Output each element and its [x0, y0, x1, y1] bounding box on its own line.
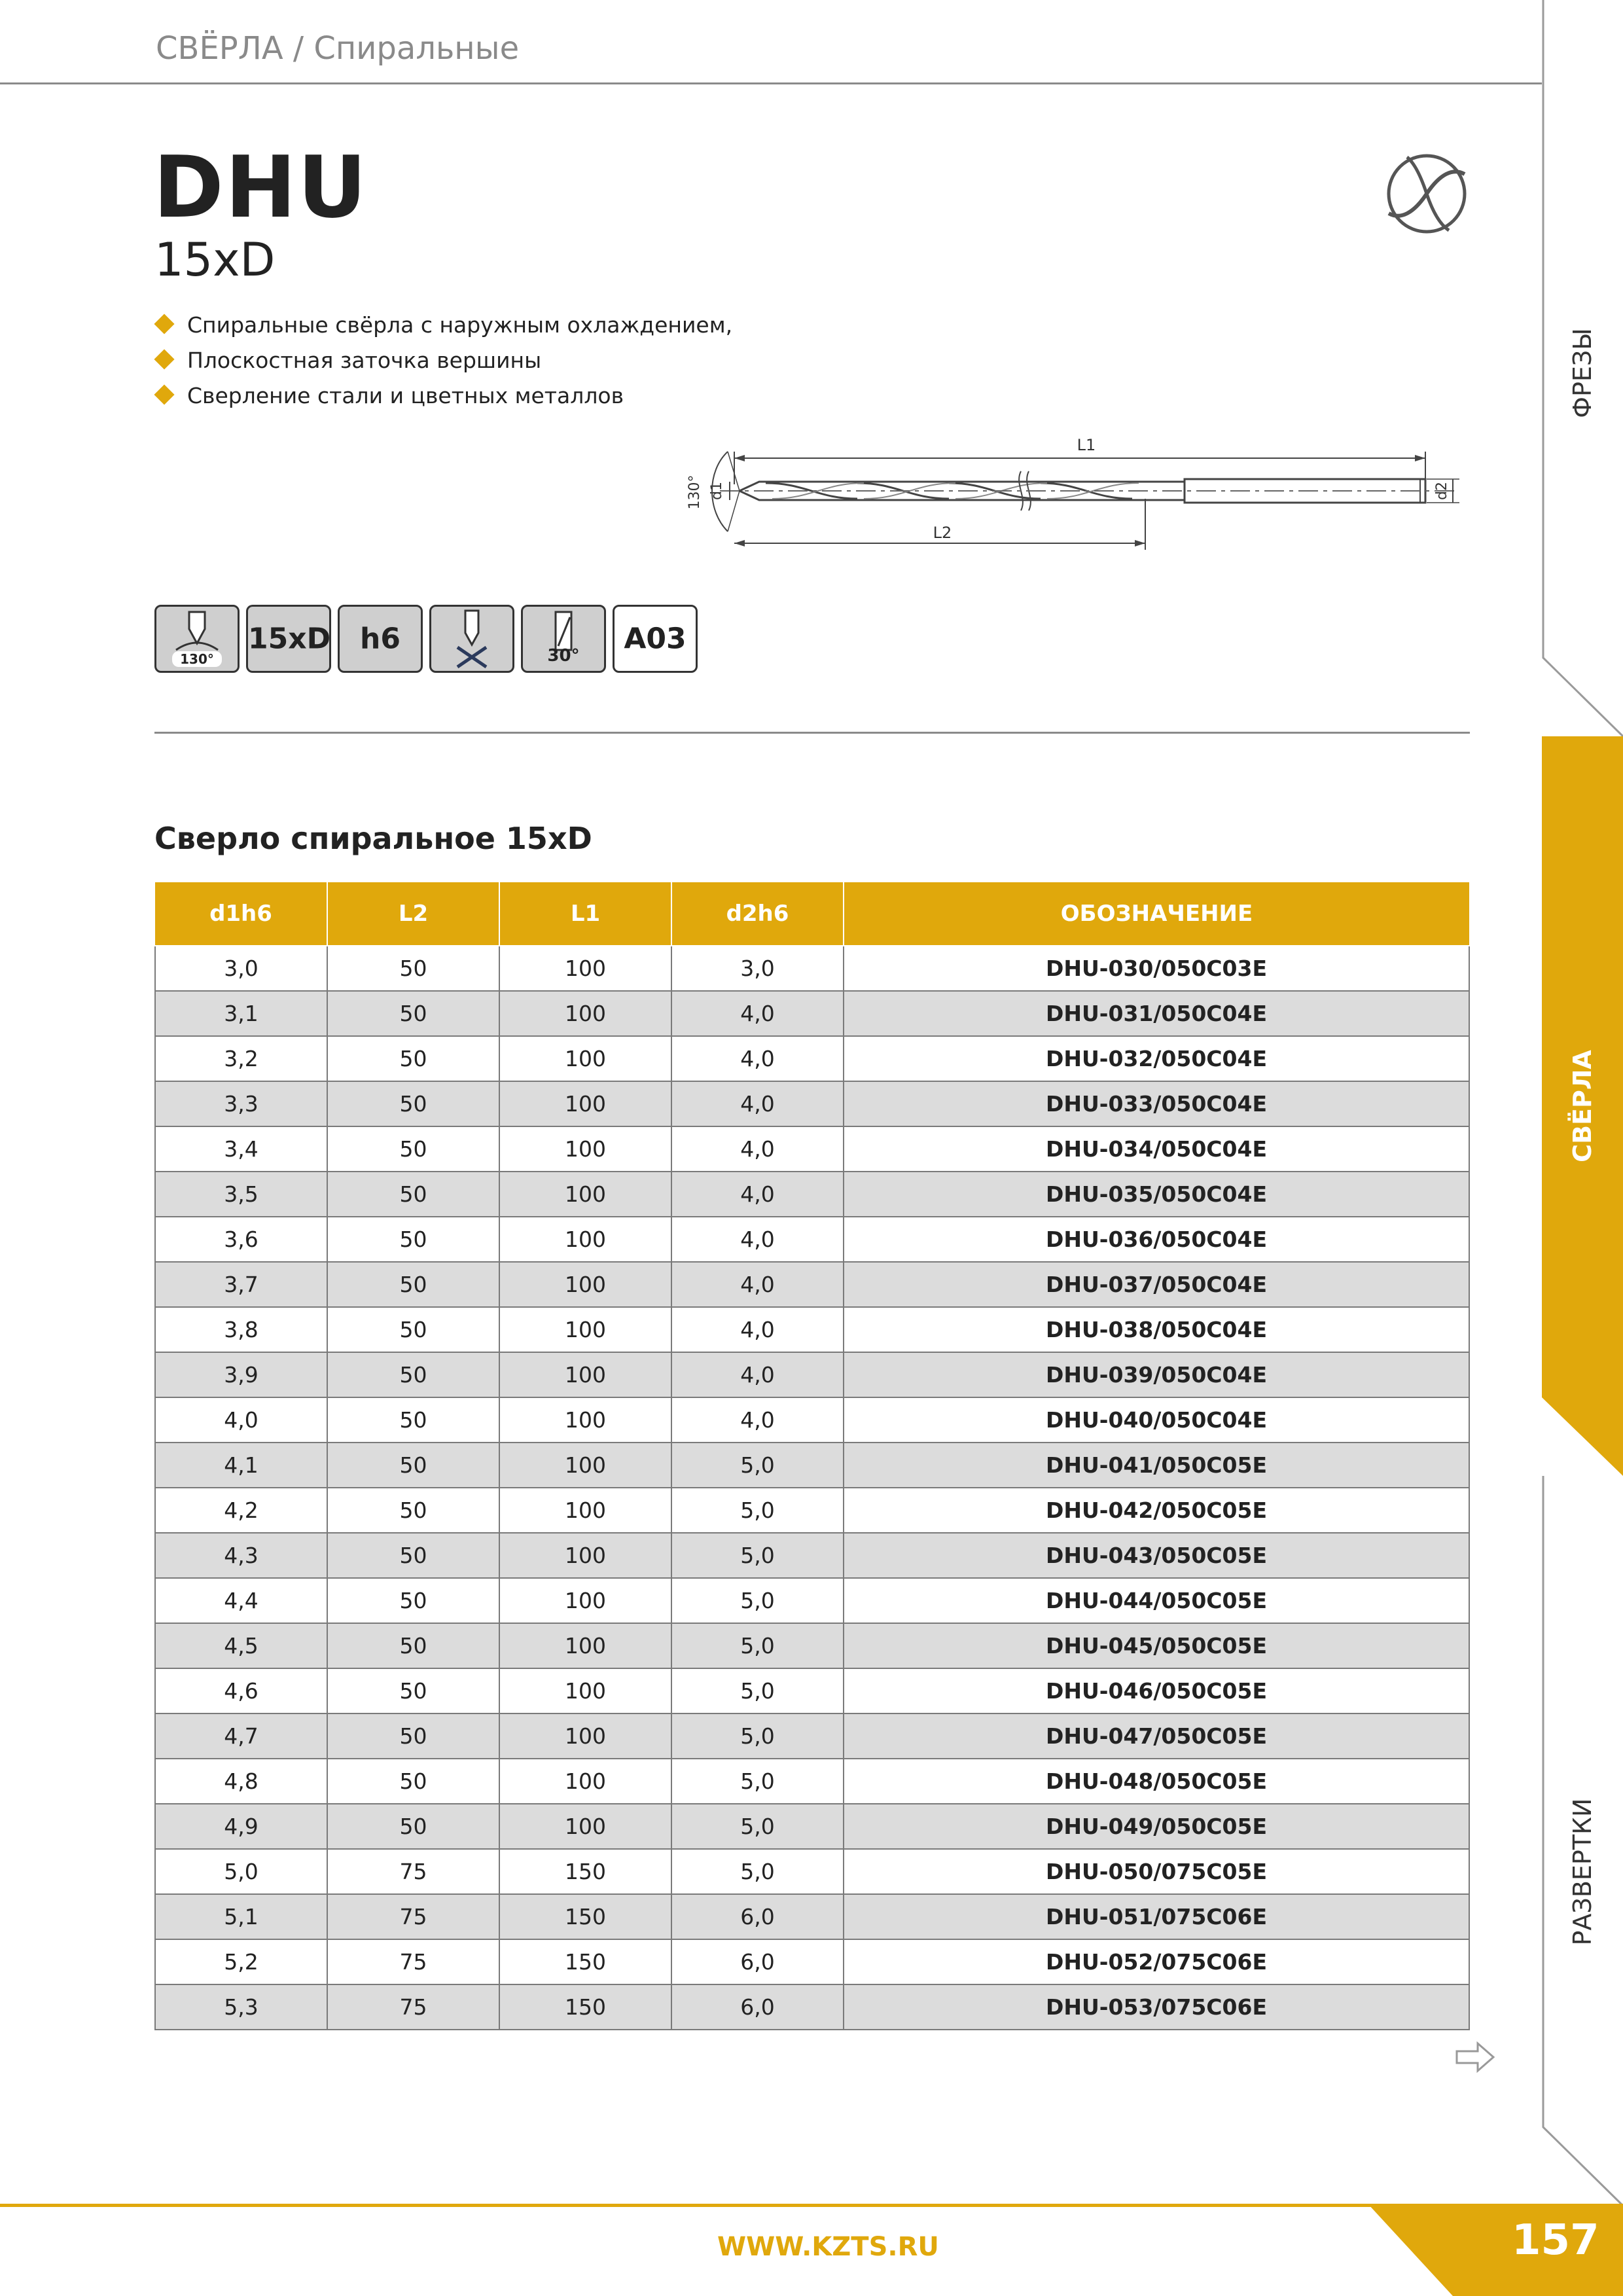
table-cell: 50	[327, 1443, 499, 1488]
table-cell: 50	[327, 1262, 499, 1307]
table-row	[155, 1804, 1469, 1849]
table-cell: 100	[499, 1036, 671, 1081]
table-cell: 50	[327, 1217, 499, 1262]
table-cell: 4,7	[155, 1713, 327, 1759]
table-cell: 100	[499, 1352, 671, 1397]
table-header-row	[155, 882, 1469, 946]
feature-item: Спиральные свёрла с наружным охлаждением,	[154, 308, 732, 343]
table-row	[155, 1352, 1469, 1397]
table-row	[155, 1668, 1469, 1713]
table-cell: 150	[499, 1939, 671, 1984]
designation-cell: DHU-039/050C04E	[844, 1352, 1469, 1397]
table-row	[155, 1262, 1469, 1307]
table-cell: 5,3	[155, 1984, 327, 2030]
table-cell: 4,5	[155, 1623, 327, 1668]
bullet-diamond-icon	[154, 314, 174, 334]
table-cell: 4,0	[671, 1262, 844, 1307]
table-cell: 4,0	[671, 1081, 844, 1126]
table-cell: 50	[327, 1307, 499, 1352]
bullet-diamond-icon	[154, 384, 174, 404]
table-cell: 5,0	[671, 1533, 844, 1578]
side-tab-label: СВЁРЛА	[1568, 1050, 1597, 1162]
table-row	[155, 1172, 1469, 1217]
table-row	[155, 1397, 1469, 1443]
table-cell: 100	[499, 1443, 671, 1488]
designation-cell: DHU-047/050C05E	[844, 1713, 1469, 1759]
table-cell: 100	[499, 1759, 671, 1804]
badge-tolerance: h6	[338, 605, 423, 673]
table-cell: 75	[327, 1849, 499, 1894]
table-cell: 4,4	[155, 1578, 327, 1623]
table-cell: 100	[499, 1081, 671, 1126]
table-cell: 100	[499, 1533, 671, 1578]
table-cell: 150	[499, 1984, 671, 2030]
table-cell: 50	[327, 1804, 499, 1849]
table-cell: 5,0	[671, 1759, 844, 1804]
table-row	[155, 1081, 1469, 1126]
table-cell: 3,2	[155, 1036, 327, 1081]
table-cell: 100	[499, 1307, 671, 1352]
table-cell: 4,0	[671, 1307, 844, 1352]
designation-cell: DHU-032/050C04E	[844, 1036, 1469, 1081]
designation-cell: DHU-046/050C05E	[844, 1668, 1469, 1713]
designation-cell: DHU-041/050C05E	[844, 1443, 1469, 1488]
table-cell: 3,4	[155, 1126, 327, 1172]
table-cell: 50	[327, 1759, 499, 1804]
table-cell: 3,9	[155, 1352, 327, 1397]
table-cell: 4,0	[155, 1397, 327, 1443]
dim-l2-label: L2	[933, 524, 952, 542]
designation-cell: DHU-035/050C04E	[844, 1172, 1469, 1217]
table-cell: 100	[499, 1397, 671, 1443]
designation-cell: DHU-033/050C04E	[844, 1081, 1469, 1126]
side-tab-reamers[interactable]	[1542, 1741, 1623, 2003]
table-cell: 50	[327, 1488, 499, 1533]
table-cell: 5,0	[671, 1488, 844, 1533]
badge-length-ratio: 15xD	[246, 605, 331, 673]
table-title: Сверло спиральное 15xD	[154, 821, 592, 856]
table-cell: 50	[327, 1623, 499, 1668]
table-row	[155, 1126, 1469, 1172]
drill-cross-section-icon	[1381, 148, 1472, 240]
designation-cell: DHU-051/075C06E	[844, 1894, 1469, 1939]
table-cell: 100	[499, 1126, 671, 1172]
badge-coolant	[429, 605, 514, 673]
page-number: 157	[1512, 2216, 1599, 2265]
table-cell: 5,2	[155, 1939, 327, 1984]
table-cell: 3,5	[155, 1172, 327, 1217]
table-cell: 50	[327, 1397, 499, 1443]
table-cell: 75	[327, 1894, 499, 1939]
table-row	[155, 1443, 1469, 1488]
side-tab-label: ФРЕЗЫ	[1568, 328, 1597, 418]
table-cell: 4,9	[155, 1804, 327, 1849]
external-coolant-icon	[431, 607, 512, 671]
dim-d1-label: d1	[709, 482, 725, 500]
table-cell: 50	[327, 991, 499, 1036]
table-cell: 100	[499, 946, 671, 991]
header-divider	[0, 82, 1542, 84]
table-cell: 5,0	[671, 1804, 844, 1849]
product-title: DHU	[153, 137, 368, 237]
table-cell: 4,3	[155, 1533, 327, 1578]
table-cell: 5,0	[155, 1849, 327, 1894]
table-cell: 100	[499, 1804, 671, 1849]
designation-cell: DHU-048/050C05E	[844, 1759, 1469, 1804]
table-cell: 5,0	[671, 1668, 844, 1713]
badge-helix-angle: 30°	[521, 605, 606, 673]
table-cell: 100	[499, 1623, 671, 1668]
table-cell: 50	[327, 1081, 499, 1126]
table-cell: 50	[327, 1036, 499, 1081]
table-cell: 4,2	[155, 1488, 327, 1533]
table-cell: 4,6	[155, 1668, 327, 1713]
table-cell: 50	[327, 1126, 499, 1172]
side-tab-label: РАЗВЕРТКИ	[1568, 1798, 1597, 1946]
table-cell: 3,1	[155, 991, 327, 1036]
bullet-diamond-icon	[154, 349, 174, 369]
table-cell: 75	[327, 1939, 499, 1984]
table-cell: 3,8	[155, 1307, 327, 1352]
designation-cell: DHU-044/050C05E	[844, 1578, 1469, 1623]
designation-cell: DHU-034/050C04E	[844, 1126, 1469, 1172]
table-cell: 3,3	[155, 1081, 327, 1126]
table-cell: 3,7	[155, 1262, 327, 1307]
table-cell: 4,1	[155, 1443, 327, 1488]
table-row	[155, 1939, 1469, 1984]
section-divider	[154, 732, 1470, 734]
table-cell: 5,0	[671, 1578, 844, 1623]
table-row	[155, 1036, 1469, 1081]
table-cell: 6,0	[671, 1984, 844, 2030]
table-cell: 5,1	[155, 1894, 327, 1939]
table-cell: 4,0	[671, 1397, 844, 1443]
table-cell: 3,6	[155, 1217, 327, 1262]
feature-item: Сверление стали и цветных металлов	[154, 378, 732, 414]
table-cell: 3,0	[155, 946, 327, 991]
designation-cell: DHU-037/050C04E	[844, 1262, 1469, 1307]
table-cell: 4,0	[671, 1217, 844, 1262]
table-row	[155, 1533, 1469, 1578]
designation-cell: DHU-030/050C03E	[844, 946, 1469, 991]
dim-l1-label: L1	[1077, 436, 1096, 454]
table-row	[155, 1984, 1469, 2030]
designation-cell: DHU-036/050C04E	[844, 1217, 1469, 1262]
table-cell: 5,0	[671, 1849, 844, 1894]
table-cell: 100	[499, 1488, 671, 1533]
table-cell: 4,0	[671, 991, 844, 1036]
badge-point-angle: 130°	[154, 605, 240, 673]
table-cell: 4,0	[671, 1172, 844, 1217]
point-angle-icon	[156, 609, 238, 655]
footer-website-link[interactable]: WWW.KZTS.RU	[717, 2232, 939, 2262]
designation-cell: DHU-042/050C05E	[844, 1488, 1469, 1533]
table-cell: 50	[327, 1578, 499, 1623]
table-cell: 150	[499, 1849, 671, 1894]
table-cell: 100	[499, 1578, 671, 1623]
drill-technical-drawing	[668, 425, 1479, 563]
col-header: L1	[499, 882, 671, 946]
table-cell: 150	[499, 1894, 671, 1939]
table-cell: 3,0	[671, 946, 844, 991]
breadcrumb: СВЁРЛА / Спиральные	[156, 30, 520, 67]
spec-table	[154, 882, 1470, 2030]
table-cell: 5,0	[671, 1623, 844, 1668]
designation-cell: DHU-050/075C05E	[844, 1849, 1469, 1894]
designation-cell: DHU-045/050C05E	[844, 1623, 1469, 1668]
table-cell: 100	[499, 1668, 671, 1713]
table-cell: 4,0	[671, 1036, 844, 1081]
table-cell: 50	[327, 1533, 499, 1578]
designation-cell: DHU-049/050C05E	[844, 1804, 1469, 1849]
table-cell: 100	[499, 991, 671, 1036]
table-cell: 5,0	[671, 1443, 844, 1488]
table-row	[155, 1623, 1469, 1668]
col-header: d1h6	[155, 882, 327, 946]
next-page-arrow-icon[interactable]	[1454, 2041, 1497, 2073]
table-cell: 75	[327, 1984, 499, 2030]
table-row	[155, 1759, 1469, 1804]
col-header: L2	[327, 882, 499, 946]
table-cell: 100	[499, 1713, 671, 1759]
feature-list	[154, 308, 732, 414]
table-row	[155, 1713, 1469, 1759]
designation-cell: DHU-038/050C04E	[844, 1307, 1469, 1352]
col-header: ОБОЗНАЧЕНИЕ	[844, 882, 1469, 946]
table-cell: 6,0	[671, 1939, 844, 1984]
table-cell: 4,0	[671, 1126, 844, 1172]
table-row	[155, 1578, 1469, 1623]
designation-cell: DHU-040/050C04E	[844, 1397, 1469, 1443]
designation-cell: DHU-052/075C06E	[844, 1939, 1469, 1984]
table-row	[155, 1894, 1469, 1939]
table-cell: 50	[327, 1352, 499, 1397]
table-row	[155, 1307, 1469, 1352]
table-cell: 50	[327, 1713, 499, 1759]
product-subtitle: 15xD	[154, 233, 276, 287]
dim-d2-label: d2	[1434, 482, 1450, 500]
table-cell: 50	[327, 1172, 499, 1217]
table-cell: 50	[327, 1668, 499, 1713]
table-row	[155, 991, 1469, 1036]
dim-angle-label: 130°	[687, 475, 703, 510]
col-header: d2h6	[671, 882, 844, 946]
side-tab-drills[interactable]	[1542, 1008, 1623, 1204]
side-tab-milling[interactable]	[1542, 275, 1623, 471]
designation-cell: DHU-031/050C04E	[844, 991, 1469, 1036]
table-row	[155, 1488, 1469, 1533]
table-cell: 50	[327, 946, 499, 991]
table-row	[155, 1849, 1469, 1894]
designation-cell: DHU-053/075C06E	[844, 1984, 1469, 2030]
designation-cell: DHU-043/050C05E	[844, 1533, 1469, 1578]
table-row	[155, 946, 1469, 991]
feature-item: Плоскостная заточка вершины	[154, 343, 732, 378]
footer-rule	[0, 2204, 1446, 2207]
table-cell: 100	[499, 1172, 671, 1217]
badge-coating: A03	[613, 605, 698, 673]
table-cell: 4,0	[671, 1352, 844, 1397]
table-cell: 100	[499, 1217, 671, 1262]
table-cell: 100	[499, 1262, 671, 1307]
table-cell: 4,8	[155, 1759, 327, 1804]
table-row	[155, 1217, 1469, 1262]
table-cell: 6,0	[671, 1894, 844, 1939]
table-cell: 5,0	[671, 1713, 844, 1759]
